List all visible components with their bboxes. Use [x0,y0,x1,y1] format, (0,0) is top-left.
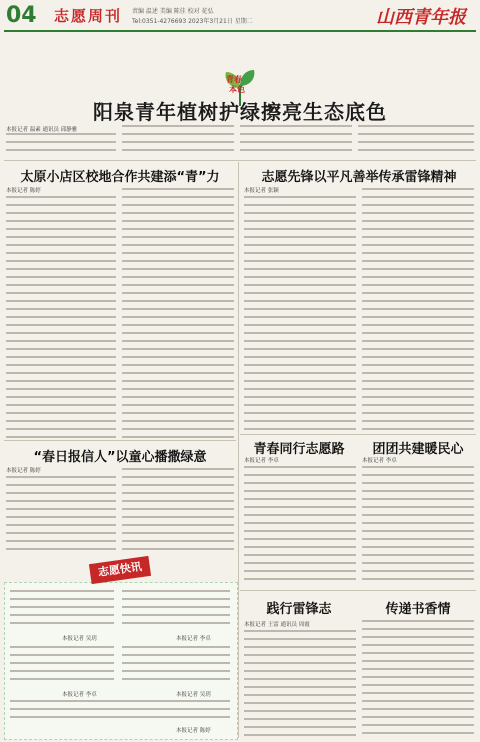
article-title-league-build: 团团共建暖民心 [372,442,464,457]
masthead-logo: 山西青年报 [376,7,466,28]
article-title-spring: “春日报信人”以童心播撒绿意 [33,450,207,465]
banner-byline: 本报记者 温素 通讯员 邱静雅 [6,127,78,133]
main-headline: 阳泉青年植树护绿擦亮生态底色 [93,100,387,124]
article-body-volunteer-1 [244,196,356,432]
banner-lead-mid2 [240,125,352,157]
article-body-books [362,620,474,736]
article-title-volunteer: 志愿先锋以平凡善举传承雷锋精神 [261,170,457,185]
page-number: 04 [6,3,37,28]
article-byline-xiaodian: 本报记者 陈婷 [6,188,41,194]
article-byline-volunteer: 本报记者 张颖 [244,188,279,194]
article-body-league-build [362,466,474,582]
brief-item-author: 本报记者 吴玥 [62,636,97,642]
article-body-spring-2 [122,468,234,554]
article-byline-youth-path: 本报记者 李卓 [244,458,279,464]
news-brief-label: 志愿快讯 [89,556,151,584]
article-body-youth-path [244,466,356,582]
brief-item-body [10,700,230,722]
page-header [0,0,480,30]
brief-item-author: 本报记者 陈婷 [176,728,211,734]
divider [240,590,476,591]
banner-lead-mid [122,125,234,157]
column-name: 志愿周刊 [54,7,123,25]
brief-item-author: 本报记者 吴玥 [176,692,211,698]
brief-item-body [10,646,114,686]
contact-date-line: Tel:0351-4276693 2023年3月21日 星期二 [132,18,253,25]
banner-tag-nature: 本色 [229,85,245,94]
brief-item-body [122,646,230,686]
article-byline-leifeng: 本报记者 王雷 通讯员 周霞 [244,622,310,628]
article-body-spring-1 [6,476,116,554]
banner-lead-left [6,133,116,157]
divider [4,160,476,161]
article-body-xiaodian-1 [6,196,116,438]
divider [4,440,236,441]
article-title-books: 传递书香情 [385,602,451,617]
brief-item-body [122,590,230,630]
article-body-xiaodian-2 [122,188,234,438]
article-title-youth-path: 青春同行志愿路 [253,442,345,457]
brief-item-author: 本报记者 李卓 [176,636,211,642]
article-title-leifeng: 践行雷锋志 [266,602,332,617]
article-byline-spring: 本报记者 陈婷 [6,468,41,474]
editor-line: 责编 温述 美编 陈佳 校对 花弘 [132,8,214,15]
banner-lead-right [358,125,474,157]
article-body-leifeng [244,630,356,736]
brief-item-body [10,590,114,630]
article-byline-league-build: 本报记者 李卓 [362,458,397,464]
article-body-volunteer-2 [362,188,474,432]
article-title-xiaodian: 太原小店区校地合作共建添“青”力 [20,170,220,185]
column-divider [238,162,239,738]
divider [240,434,476,435]
banner-tag-youth: 青春 [226,75,242,84]
brief-item-author: 本报记者 李卓 [62,692,97,698]
